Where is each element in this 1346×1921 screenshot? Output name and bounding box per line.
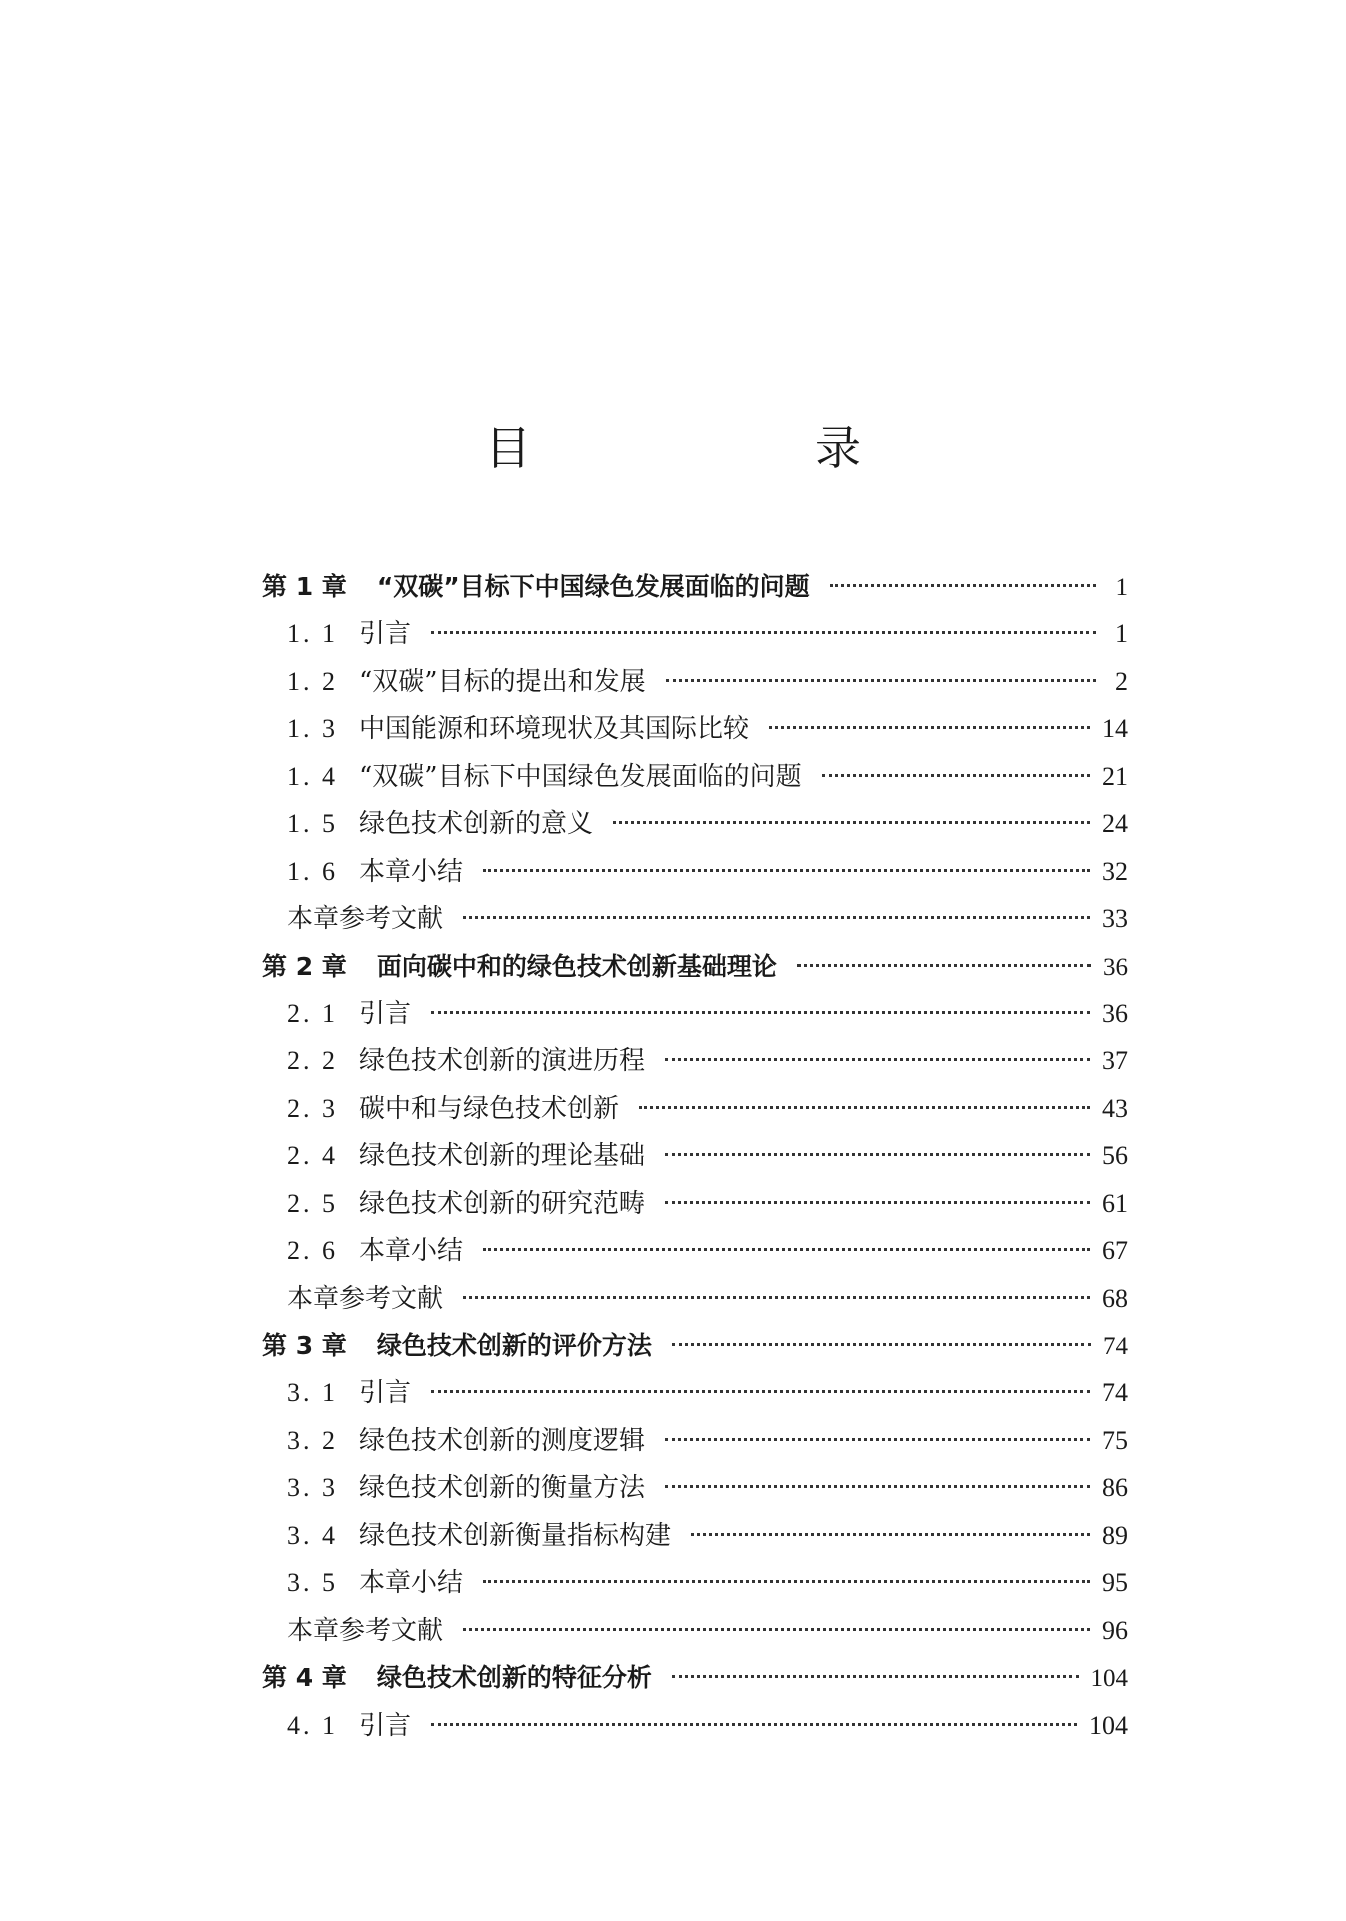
toc-section-row[interactable] <box>262 800 1128 847</box>
dot-leader <box>463 1296 1090 1299</box>
dot-leader <box>822 774 1090 777</box>
dot-leader <box>665 1201 1090 1204</box>
toc-section-row[interactable] <box>262 1512 1128 1559</box>
dot-leader <box>672 1675 1079 1678</box>
toc-entry-number: 1. 3 <box>287 714 338 744</box>
toc-entry-label: 绿色技术创新的演进历程 <box>359 1046 646 1077</box>
dot-leader <box>483 1248 1090 1251</box>
toc-entry-number: 2. 2 <box>287 1046 338 1076</box>
toc-entry-label: 绿色技术创新的理论基础 <box>359 1141 646 1172</box>
toc-entry-number: 2. 4 <box>287 1141 338 1171</box>
dot-leader <box>431 1723 1077 1726</box>
toc-page-number: 32 <box>1102 856 1128 886</box>
toc-section-row[interactable] <box>262 610 1128 657</box>
toc-page-number: 2 <box>1115 666 1128 696</box>
dot-leader <box>463 916 1090 919</box>
toc-page-number: 36 <box>1102 998 1128 1028</box>
toc-page-number: 36 <box>1103 953 1128 981</box>
dot-leader <box>665 1485 1090 1488</box>
toc-entry-number: 1. 5 <box>287 809 338 839</box>
page-title: 目 录 <box>485 421 925 475</box>
dot-leader <box>769 726 1090 729</box>
toc-entry-label: “双碳”目标下中国绿色发展面临的问题 <box>359 761 802 792</box>
toc-section-row[interactable] <box>262 1417 1128 1464</box>
toc-entry-number: 第 2 章 <box>262 951 347 981</box>
dot-leader <box>463 1628 1090 1631</box>
toc-entry-number: 1. 2 <box>287 666 338 696</box>
toc-entry-label: 绿色技术创新的意义 <box>359 809 594 840</box>
dot-leader <box>483 1580 1090 1583</box>
dot-leader <box>691 1533 1090 1536</box>
dot-leader <box>665 1438 1090 1441</box>
dot-leader <box>666 679 1096 682</box>
toc-section-row[interactable] <box>262 1702 1128 1749</box>
toc-page-number: 68 <box>1102 1283 1128 1313</box>
dot-leader <box>830 584 1096 587</box>
toc-entry-number: 2. 5 <box>287 1188 338 1218</box>
dot-leader <box>665 1153 1090 1156</box>
toc-entry-label: “双碳”目标的提出和发展 <box>359 666 646 697</box>
toc-entry-label: 引言 <box>359 619 412 650</box>
toc-entry-label: “双碳”目标下中国绿色发展面临的问题 <box>376 572 810 601</box>
toc-entry-label: 引言 <box>359 998 412 1029</box>
dot-leader <box>613 821 1090 824</box>
toc-entry-label: 本章小结 <box>359 1568 464 1599</box>
toc-section-row[interactable] <box>262 848 1128 895</box>
dot-leader <box>672 1343 1091 1346</box>
toc-entry-label: 绿色技术创新的评价方法 <box>376 1331 652 1360</box>
toc-section-row[interactable] <box>262 1369 1128 1416</box>
dot-leader <box>431 631 1096 634</box>
toc-section-row[interactable] <box>262 705 1128 752</box>
dot-leader <box>431 1011 1090 1014</box>
toc-chapter-row[interactable] <box>262 1322 1128 1369</box>
toc-page-number: 56 <box>1102 1141 1128 1171</box>
toc-entry-label: 本章小结 <box>359 1236 464 1267</box>
toc-entry-number: 3. 5 <box>287 1568 338 1598</box>
toc-entry-number: 第 4 章 <box>262 1663 347 1693</box>
toc-section-row[interactable] <box>262 1180 1128 1227</box>
dot-leader <box>797 964 1091 967</box>
toc-page-number: 74 <box>1102 1378 1128 1408</box>
toc-entry-number: 4. 1 <box>287 1710 338 1740</box>
toc-page-number: 61 <box>1102 1188 1128 1218</box>
toc-page-number: 86 <box>1102 1473 1128 1503</box>
toc-page-number: 21 <box>1102 761 1128 791</box>
dot-leader <box>639 1106 1090 1109</box>
dot-leader <box>483 869 1090 872</box>
toc-refs-row[interactable] <box>262 1275 1128 1322</box>
dot-leader <box>431 1390 1090 1393</box>
toc-page-number: 1 <box>1115 574 1128 601</box>
toc-page-number: 37 <box>1102 1046 1128 1076</box>
toc-section-row[interactable] <box>262 753 1128 800</box>
toc-section-row[interactable] <box>262 1559 1128 1606</box>
toc-page-number: 104 <box>1090 1665 1128 1693</box>
toc-page-number: 43 <box>1102 1093 1128 1123</box>
toc-entry-number: 1. 4 <box>287 761 338 791</box>
toc-section-row[interactable] <box>262 990 1128 1037</box>
toc-section-row[interactable] <box>262 1085 1128 1132</box>
toc-entry-label: 绿色技术创新的测度逻辑 <box>359 1425 646 1456</box>
toc-page-number: 96 <box>1102 1615 1128 1645</box>
toc-entry-number: 3. 4 <box>287 1520 338 1550</box>
toc-entry-number: 2. 6 <box>287 1236 338 1266</box>
toc-entry-label: 绿色技术创新的特征分析 <box>376 1663 652 1693</box>
table-of-contents <box>262 563 1128 1749</box>
toc-entry-number: 第 3 章 <box>262 1331 347 1360</box>
toc-entry-number: 3. 2 <box>287 1425 338 1455</box>
toc-refs-row[interactable] <box>262 1607 1128 1654</box>
toc-entry-label: 引言 <box>359 1710 412 1741</box>
toc-page-number: 14 <box>1102 714 1128 744</box>
toc-page-number: 95 <box>1102 1568 1128 1598</box>
toc-page-number: 74 <box>1103 1333 1128 1360</box>
toc-section-row[interactable] <box>262 658 1128 705</box>
toc-chapter-row[interactable] <box>262 563 1128 610</box>
toc-entry-label: 中国能源和环境现状及其国际比较 <box>359 714 750 745</box>
toc-chapter-row[interactable] <box>262 1654 1128 1701</box>
toc-entry-number: 3. 1 <box>287 1378 338 1408</box>
toc-entry-label: 绿色技术创新的衡量方法 <box>359 1473 646 1504</box>
toc-page-number: 75 <box>1102 1425 1128 1455</box>
toc-page-number: 1 <box>1115 619 1128 649</box>
toc-entry-number: 1. 6 <box>287 856 338 886</box>
toc-entry-label: 本章小结 <box>359 856 464 887</box>
toc-entry-label: 绿色技术创新衡量指标构建 <box>359 1520 672 1551</box>
toc-entry-label: 引言 <box>359 1378 412 1409</box>
toc-entry-label: 本章参考文献 <box>287 1283 444 1314</box>
toc-entry-number: 第 1 章 <box>262 572 347 601</box>
toc-entry-label: 本章参考文献 <box>287 1615 444 1646</box>
toc-entry-number: 2. 1 <box>287 998 338 1028</box>
toc-page-number: 89 <box>1102 1520 1128 1550</box>
toc-section-row[interactable] <box>262 1132 1128 1179</box>
toc-refs-row[interactable] <box>262 895 1128 942</box>
toc-page-number: 104 <box>1089 1710 1128 1740</box>
toc-section-row[interactable] <box>262 1227 1128 1274</box>
toc-entry-label: 本章参考文献 <box>287 904 444 935</box>
toc-page-number: 24 <box>1102 809 1128 839</box>
toc-entry-label: 碳中和与绿色技术创新 <box>359 1093 620 1124</box>
toc-entry-label: 面向碳中和的绿色技术创新基础理论 <box>376 951 777 981</box>
toc-section-row[interactable] <box>262 1464 1128 1511</box>
toc-page-number: 67 <box>1102 1236 1128 1266</box>
toc-page-number: 33 <box>1102 904 1128 934</box>
toc-entry-number: 3. 3 <box>287 1473 338 1503</box>
toc-entry-number: 1. 1 <box>287 619 338 649</box>
toc-entry-label: 绿色技术创新的研究范畴 <box>359 1188 646 1219</box>
dot-leader <box>665 1058 1090 1061</box>
toc-section-row[interactable] <box>262 1037 1128 1084</box>
toc-entry-number: 2. 3 <box>287 1093 338 1123</box>
toc-chapter-row[interactable] <box>262 943 1128 990</box>
